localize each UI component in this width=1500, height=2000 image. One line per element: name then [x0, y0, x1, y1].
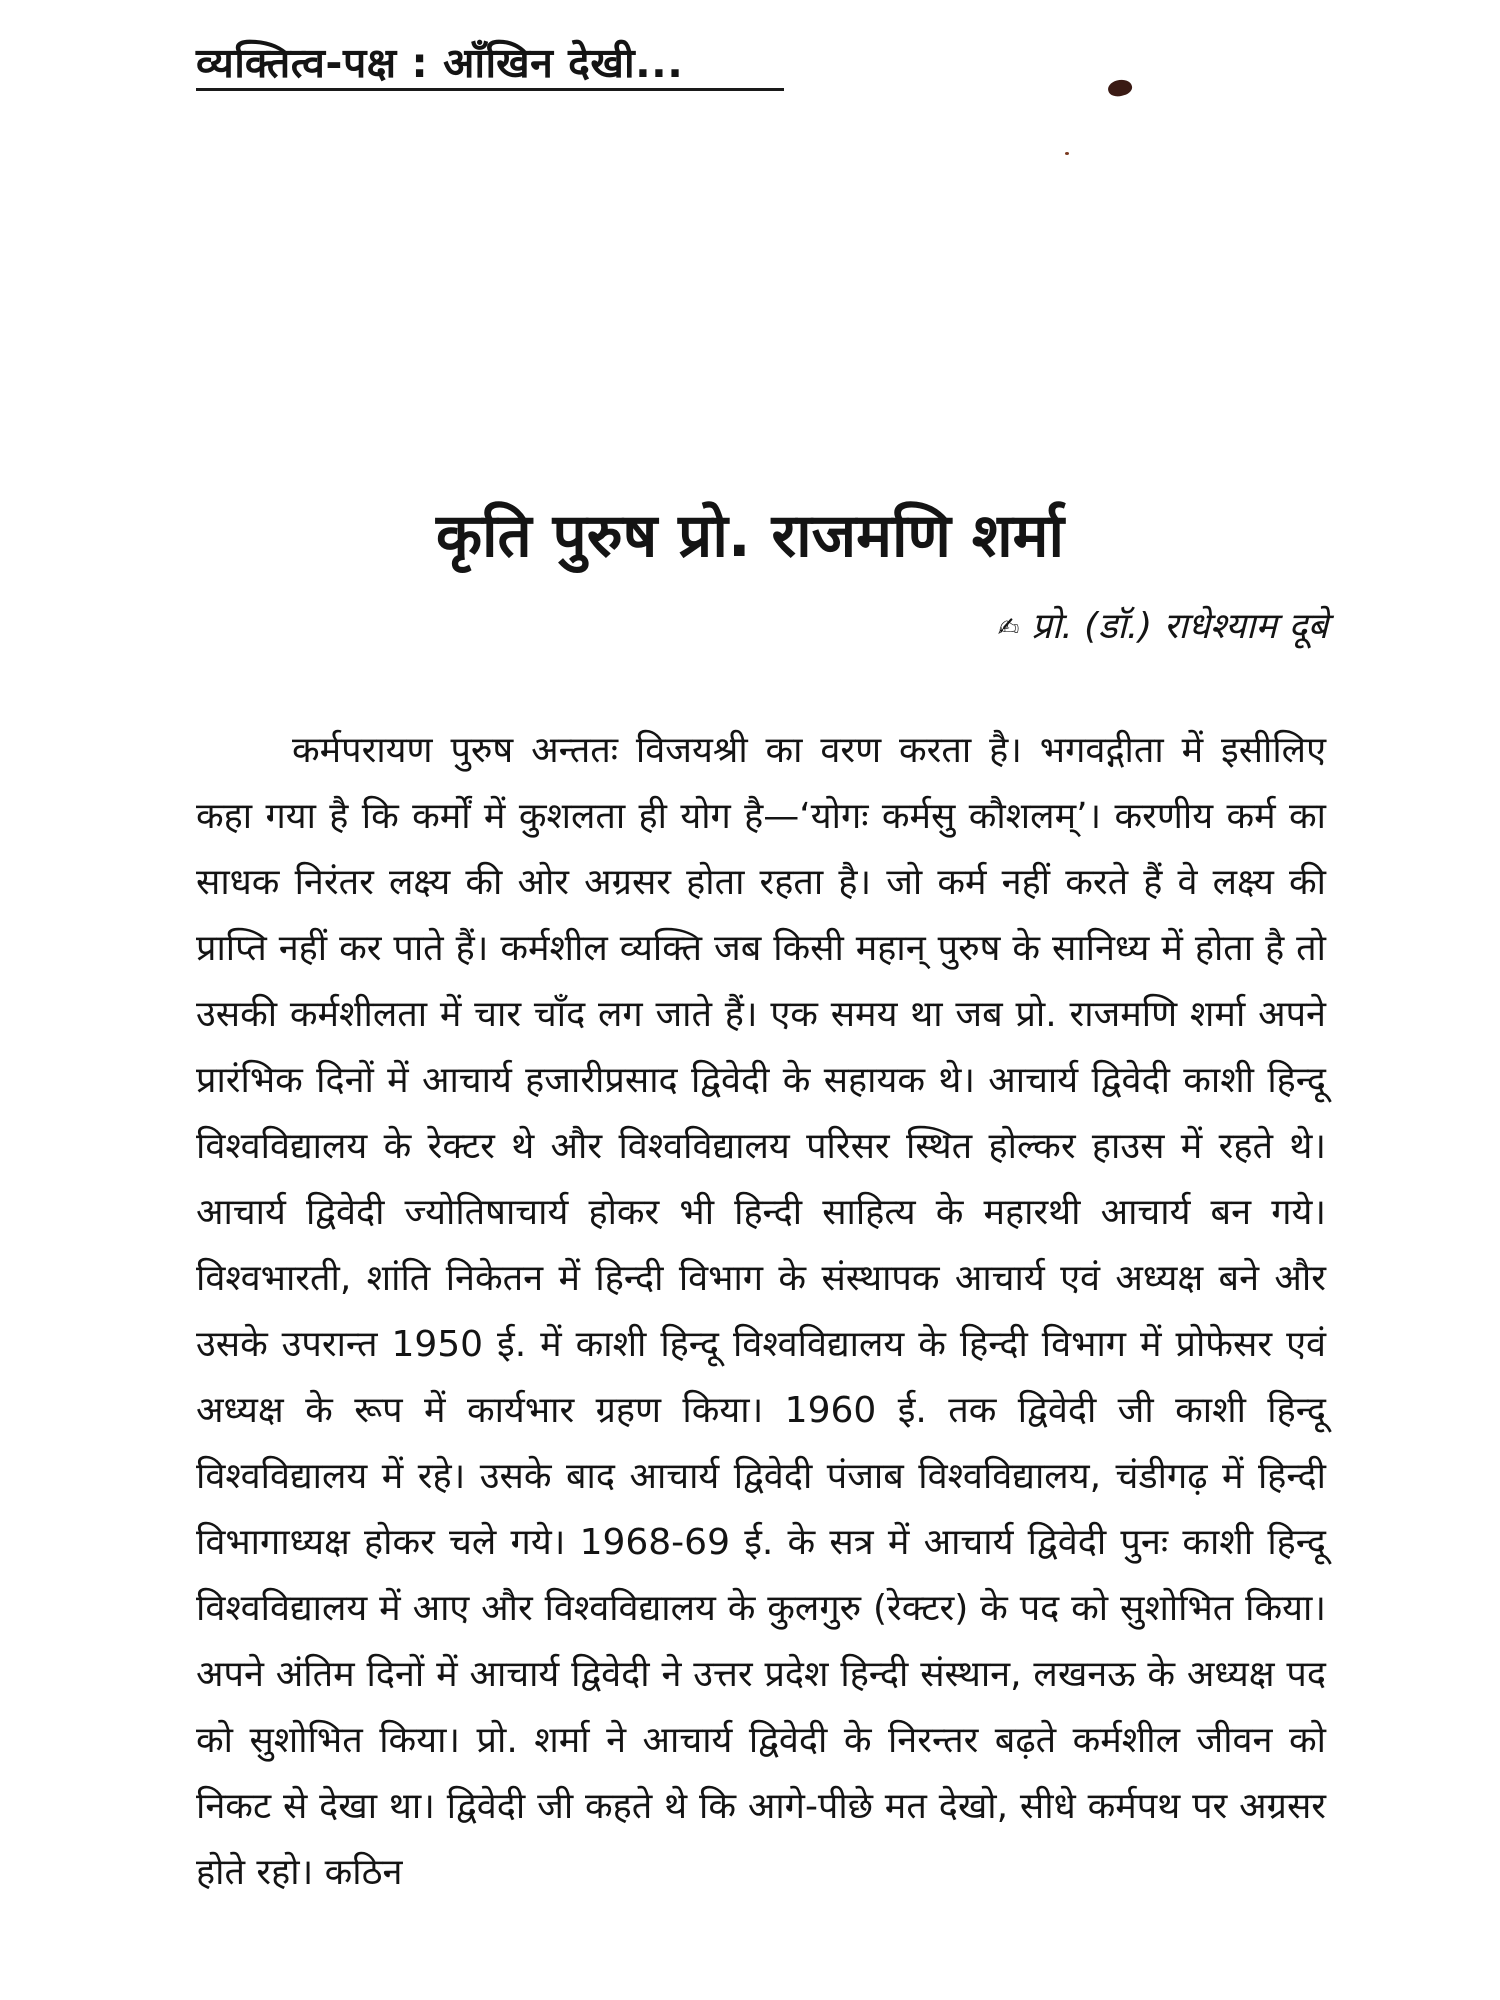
- header-rule: [196, 88, 784, 91]
- running-header: व्यक्तित्व-पक्ष : आँखिन देखी...: [196, 39, 684, 87]
- author-byline: [998, 600, 1328, 649]
- ink-blot: [1106, 77, 1133, 99]
- body-paragraph: कर्मपरायण पुरुष अन्ततः विजयश्री का वरण करता है। भगवद्गीता में इसीलिए कहा गया है कि कर्मों में कुशलता ही योग है—‘योगः कर्मसु कौशलम्’। करणीय कर्म का साधक निरंतर लक्ष्य की ओर अग्रसर होता रहता है। जो कर्म नहीं करते हैं वे लक्ष्य की प्राप्ति नहीं कर पाते हैं। कर्मशील व्यक्ति जब किसी महान् पुरुष के सानिध्य में होता है तो उसकी कर्मशीलता में चार चाँद लग जाते हैं। एक समय था जब प्रो. राजमणि शर्मा अपने प्रारंभिक दिनों में आचार्य हजारीप्रसाद द्विवेदी के सहायक थे। आचार्य द्विवेदी काशी हिन्दू विश्वविद्यालय के रेक्टर थे और विश्वविद्यालय परिसर स्थित होल्कर हाउस में रहते थे। आचार्य द्विवेदी ज्योतिषाचार्य होकर भी हिन्दी साहित्य के महारथी आचार्य बन गये। विश्वभारती, शांति निकेतन में हिन्दी विभाग के संस्थापक आचार्य एवं अध्यक्ष बने और उसके उपरान्त 1950 ई. में काशी हिन्दू विश्वविद्यालय के हिन्दी विभाग में प्रोफेसर एवं अध्यक्ष के रूप में कार्यभार ग्रहण किया। 1960 ई. तक द्विवेदी जी काशी हिन्दू विश्वविद्यालय में रहे। उसके बाद आचार्य द्विवेदी पंजाब विश्वविद्यालय, चंडीगढ़ में हिन्दी विभागाध्यक्ष होकर चले गये। 1968-69 ई. के सत्र में आचार्य द्विवेदी पुनः काशी हिन्दू विश्वविद्यालय में आए और विश्वविद्यालय के कुलगुरु (रेक्टर) के पद को सुशोभित किया। अपने अंतिम दिनों में आचार्य द्विवेदी ने उत्तर प्रदेश हिन्दी संस्थान, लखनऊ के अध्यक्ष पद को सुशोभित किया। प्रो. शर्मा ने आचार्य द्विवेदी के निरन्तर बढ़ते कर्मशील जीवन को निकट से देखा था। द्विवेदी जी कहते थे कि आगे-पीछे मत देखो, सीधे कर्मपथ पर अग्रसर होते रहो। कठिन: [196, 730, 1326, 1893]
- pen-nib-icon: ✍: [997, 613, 1020, 643]
- ink-speck: [1065, 152, 1069, 155]
- author-name: प्रो. (डॉ.) राधेश्याम दूबे: [1031, 606, 1328, 647]
- article-title: कृति पुरुष प्रो. राजमणि शर्मा: [435, 501, 1065, 571]
